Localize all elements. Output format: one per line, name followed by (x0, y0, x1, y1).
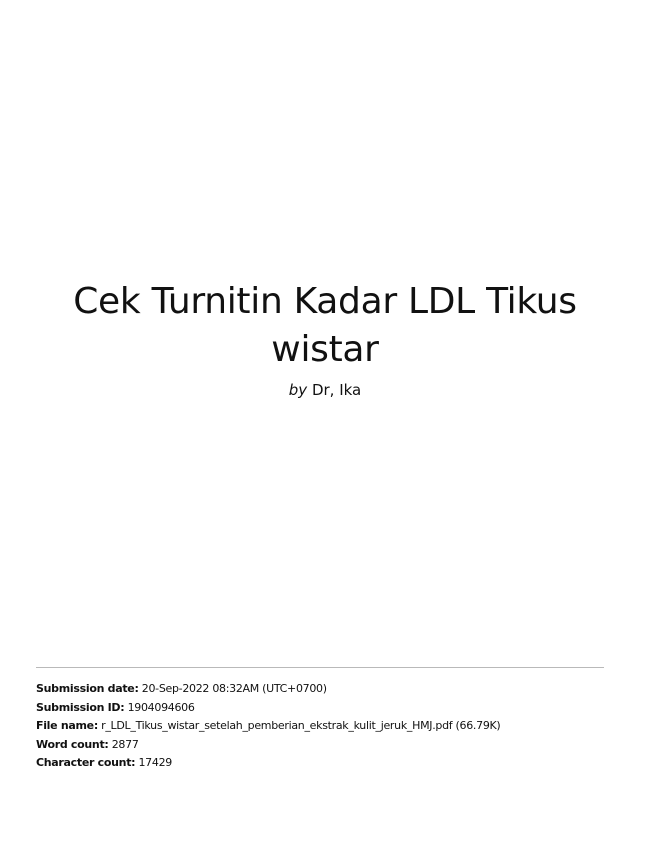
character-count-value: 17429 (138, 756, 172, 769)
submission-id-value: 1904094606 (127, 700, 195, 714)
word-count-label: Word count: (36, 737, 109, 751)
divider (36, 667, 604, 668)
character-count-label: Character count: (36, 756, 136, 769)
file-name-row (36, 717, 616, 736)
submission-date-value: 20-Sep-2022 08:32AM (UTC+0700) (141, 682, 327, 695)
file-name-label: File name: (36, 719, 98, 732)
document-title: Cek Turnitin Kadar LDL Tikus wistar (73, 281, 577, 370)
author-name: Dr, Ika (311, 381, 362, 399)
byline (0, 380, 650, 400)
byline-prefix: by (288, 381, 308, 399)
submission-id-label: Submission ID: (36, 700, 125, 714)
submission-date-row (36, 680, 616, 699)
word-count-row (36, 736, 616, 755)
submission-date-label: Submission date: (36, 682, 139, 695)
title-block (0, 278, 650, 400)
word-count-value: 2877 (111, 737, 139, 751)
submission-id-row (36, 699, 616, 718)
character-count-row (36, 754, 616, 773)
submission-details (36, 680, 616, 773)
file-name-value: r_LDL_Tikus_wistar_setelah_pemberian_ekstrak_kulit_jeruk_HMJ.pdf (66.79K) (101, 719, 501, 732)
